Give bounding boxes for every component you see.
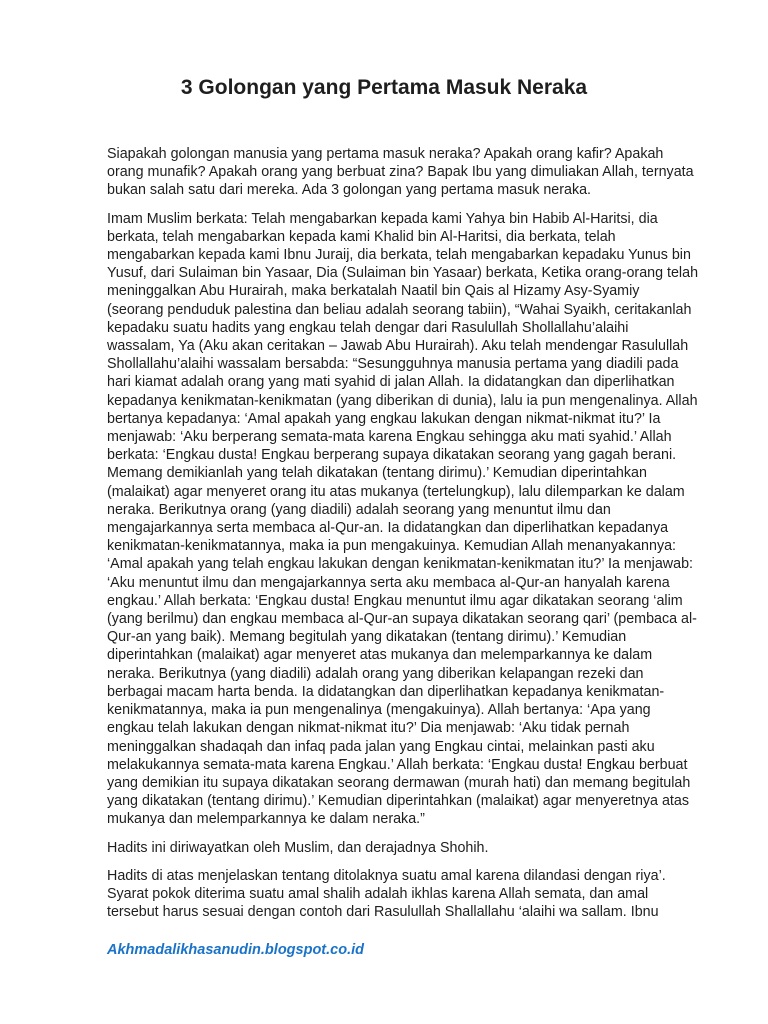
document-title: 3 Golongan yang Pertama Masuk Neraka xyxy=(180,76,588,99)
paragraph-intro: Siapakah golongan manusia yang pertama masuk neraka? Apakah orang kafir? Apakah orang munafik? Apakah orang yang berbuat zina? Bapak Ibu yang dimuliakan Allah, ternyata bukan salah satu dari mereka. Ada 3 golongan yang pertama masuk neraka. xyxy=(107,146,694,199)
paragraph-narration: Hadits ini diriwayatkan oleh Muslim, dan derajadnya Shohih. xyxy=(107,839,489,856)
paragraph-explanation: Hadits di atas menjelaskan tentang ditolaknya suatu amal karena dilandasi dengan riya’. Syarat pokok diterima suatu amal shalih adalah ikhlas karena Allah semata, dan amal tersebut harus sesuai dengan contoh dari Rasulullah Shallallahu ‘alaihi wa sallam. Ibnu xyxy=(107,867,666,921)
paragraph-hadith: Imam Muslim berkata: Telah mengabarkan kepada kami Yahya bin Habib Al-Haritsi, dia berkata, telah mengabarkan kepada kami Khalid bin Al-Haritsi, dia berkata, telah mengabarkan kepada kami Ibnu Juraij, dia berkata, telah mengabarkan kepadaku Yunus bin Yusuf, dari Sulaiman bin Yasaar, Dia (Sulaiman bin Yasaar) berkata, Ketika orang-orang telah meninggalkan Abu Hurairah, maka berkatalah Naatil bin Qais al Hizamy Asy-Syamiy (seorang penduduk palestina dan beliau adalah seorang tabiin), “Wahai Syaikh, ceritakanlah kepadaku suatu hadits yang engkau telah dengar dari Rasulullah Shollallahu’alaihi wassalam, Ya (Aku akan ceritakan – Jawab Abu Hurairah). Aku telah mendengar Rasulullah Shollallahu’alaihi wassalam bersabda: “Sesungguhnya manusia pertama yang diadili pada hari kiamat adalah orang yang mati syahid di jalan Allah. Ia didatangkan dan diperlihatkan kepadanya kenikmatan-kenikmatan (yang diberikan di dunia), lalu ia pun mengenalinya. Allah bertanya kepadanya: ‘Amal apakah yang engkau lakukan dengan nikmat-nikmat itu?’ Ia menjawab: ‘Aku berperang semata-mata karena Engkau sehingga aku mati syahid.’ Allah berkata: ‘Engkau dusta! Engkau berperang supaya dikatakan seorang yang gagah berani. Memang demikianlah yang telah dikatakan (tentang dirimu).’ Kemudian diperintahkan (malaikat) agar menyeret orang itu atas mukanya (tertelungkup), lalu dilemparkan ke dalam neraka. Berikutnya orang (yang diadili) adalah seorang yang menuntut ilmu dan mengajarkannya serta membaca al-Qur-an. Ia didatangkan dan diperlihatkan kepadanya kenikmatan-kenikmatannya, maka ia pun mengakuinya. Kemudian Allah menanyakannya: ‘Amal apakah yang telah engkau lakukan dengan kenikmatan-kenikmatan itu?’ Ia menjawab: ‘Aku menuntut ilmu dan mengajarkannya serta aku membaca al-Qur-an hanyalah karena engkau.’ Allah berkata: ‘Engkau dusta! Engkau menuntut ilmu agar dikatakan seorang ‘alim (yang berilmu) dan engkau membaca al-Qur-an supaya dikatakan seorang qari’ (pembaca al-Qur-an yang baik). Memang begitulah yang dikatakan (tentang dirimu).’ Kemudian diperintahkan (malaikat) agar menyeret atas mukanya dan melemparkannya ke dalam neraka. Berikutnya (yang diadili) adalah orang yang diberikan kelapangan rezeki dan berbagai macam harta benda. Ia didatangkan dan diperlihatkan kepadanya kenikmatan-kenikmatannya, maka ia pun mengenalinya (mengakuinya). Allah bertanya: ‘Apa yang engkau telah lakukan dengan nikmat-nikmat itu?’ Dia menjawab: ‘Aku tidak pernah meninggalkan shadaqah dan infaq pada jalan yang Engkau cintai, melainkan pasti aku melakukannya semata-mata karena Engkau.’ Allah berkata: ‘Engkau dusta! Engkau berbuat yang demikian itu supaya dikatakan seorang dermawan (murah hati) dan memang begitulah yang dikatakan (tentang dirimu).’ Kemudian diperintahkan (malaikat) agar menyeretnya atas mukanya dan melemparkannya ke dalam neraka.” xyxy=(107,210,699,828)
blog-link[interactable]: Akhmadalikhasanudin.blogspot.co.id xyxy=(107,942,364,958)
document-body xyxy=(107,145,699,931)
